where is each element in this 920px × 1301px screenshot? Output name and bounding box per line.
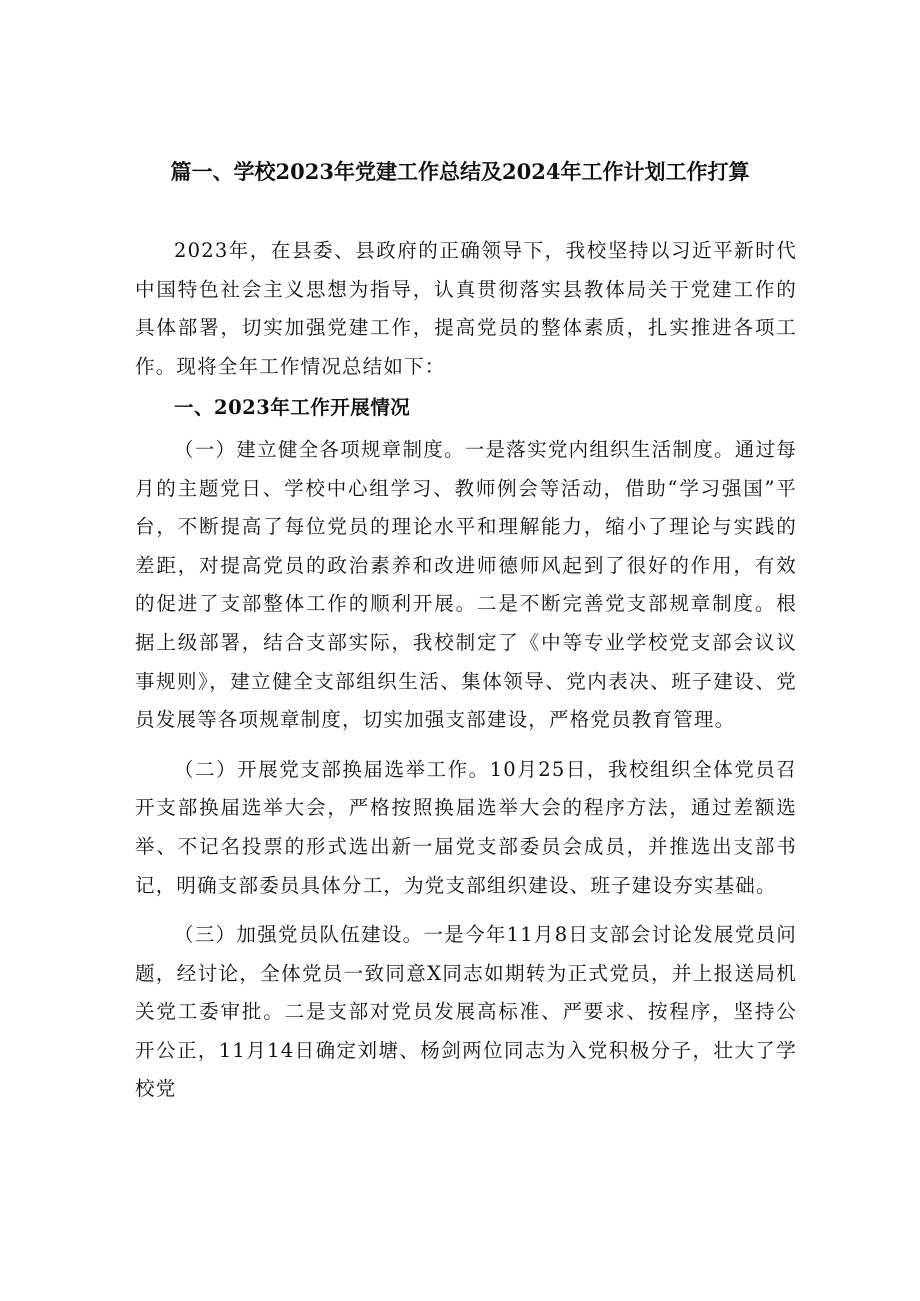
paragraph-member-building: （三）加强党员队伍建设。一是今年11月8日支部会讨论发展党员问题，经讨论，全体党员一致同意X同志如期转为正式党员，并上报送局机关党工委审批。二是支部对党员发展高标准、严要求、按程序，坚持公开公正，11月14日确定刘塘、杨剑两位同志为入党积极分子，壮大了学校党	[135, 923, 797, 1101]
section-heading: 一、2023年工作开展情况	[174, 396, 411, 420]
paragraph-rules-system: （一）建立健全各项规章制度。一是落实党内组织生活制度。通过每月的主题党日、学校中心组学习、教师例会等活动，借助“学习强国”平台，不断提高了每位党员的理论水平和理解能力，缩小了理论与实践的差距，对提高党员的政治素养和改进师德师风起到了很好的作用，有效的促进了支部整体工作的顺利开展。二是不断完善党支部规章制度。根据上级部署，结合支部实际，我校制定了《中等专业学校党支部会议议事规则》，建立健全支部组织生活、集体领导、党内表决、班子建设、党员发展等各项规章制度，切实加强支部建设，严格党员教育管理。	[135, 437, 797, 732]
document-body	[135, 232, 797, 1109]
intro-paragraph: 2023年，在县委、县政府的正确领导下，我校坚持以习近平新时代中国特色社会主义思想为指导，认真贯彻落实县教体局关于党建工作的具体部署，切实加强党建工作，提高党员的整体素质，扎实推进各项工作。现将全年工作情况总结如下：	[135, 239, 797, 378]
document-title: 篇一、学校2023年党建工作总结及2024年工作计划工作打算	[170, 159, 750, 184]
paragraph-election: （二）开展党支部换届选举工作。10月25日，我校组织全体党员召开支部换届选举大会，严格按照换届选举大会的程序方法，通过差额选举、不记名投票的形式选出新一届党支部委员会成员，并推选出支部书记，明确支部委员具体分工，为党支部组织建设、班子建设夯实基础。	[135, 757, 797, 897]
